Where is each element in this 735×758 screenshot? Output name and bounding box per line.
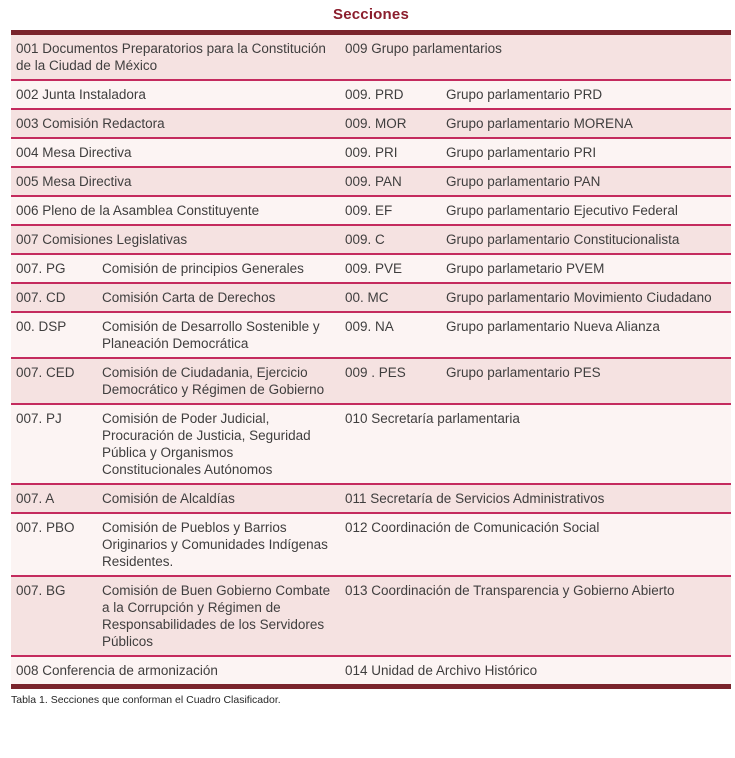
left-cell	[11, 405, 343, 483]
table-row	[11, 166, 731, 195]
right-code-cell: 009. MOR	[345, 116, 407, 131]
left-desc-cell: Comisión de Poder Judicial, Procuración de Justicia, Seguridad Pública y Organismos Constitucionales Autónomos	[102, 411, 311, 477]
left-desc-cell: 001 Documentos Preparatorios para la Constitución de la Ciudad de México	[16, 41, 326, 73]
table-row	[11, 357, 731, 403]
right-cell	[343, 168, 731, 195]
left-cell	[11, 168, 343, 195]
left-cell	[11, 35, 343, 79]
left-code-cell: 007. BG	[16, 583, 66, 598]
right-desc-cell: Grupo parlamentario PES	[446, 365, 601, 380]
left-desc-cell: Comisión de principios Generales	[102, 261, 304, 276]
left-desc-cell: 002 Junta Instaladora	[16, 87, 146, 102]
right-cell	[343, 313, 731, 357]
table-row	[11, 253, 731, 282]
left-code-cell: 007. PBO	[16, 520, 75, 535]
right-desc-cell: Grupo parlamentario PRD	[446, 87, 603, 102]
left-code-cell: 007. A	[16, 491, 55, 506]
table-row	[11, 512, 731, 575]
right-cell	[343, 197, 731, 224]
secciones-table	[11, 30, 731, 689]
left-desc-cell: 006 Pleno de la Asamblea Constituyente	[16, 203, 260, 218]
table-row	[11, 483, 731, 512]
left-desc-cell: 005 Mesa Directiva	[16, 174, 132, 189]
table-row	[11, 137, 731, 166]
right-code-cell: 009. PRI	[345, 145, 398, 160]
table-row	[11, 282, 731, 311]
table-row	[11, 79, 731, 108]
right-cell	[343, 657, 731, 684]
right-code-cell: 009. PRD	[345, 87, 404, 102]
left-desc-cell: Comisión de Buen Gobierno Combate a la Corrupción y Régimen de Responsabilidades de los Servidores Públicos	[102, 583, 331, 649]
right-cell	[343, 284, 731, 311]
right-cell	[343, 81, 731, 108]
left-cell	[11, 313, 343, 357]
table-row	[11, 224, 731, 253]
right-desc-cell: 009 Grupo parlamentarios	[345, 41, 502, 56]
table-title: Secciones	[332, 6, 409, 23]
table-row	[11, 575, 731, 655]
left-cell	[11, 197, 343, 224]
right-cell	[343, 405, 731, 483]
table-row	[11, 655, 731, 684]
left-desc-cell: Comisión de Ciudadania, Ejercicio Democrático y Régimen de Gobierno	[102, 365, 325, 397]
left-desc-cell: Comisión de Pueblos y Barrios Originarios y Comunidades Indígenas Residentes.	[102, 520, 328, 569]
left-code-cell: 00. DSP	[16, 319, 67, 334]
left-desc-cell: 003 Comisión Redactora	[16, 116, 165, 131]
right-desc-cell: 012 Coordinación de Comunicación Social	[345, 520, 600, 535]
right-cell	[343, 485, 731, 512]
left-cell	[11, 226, 343, 253]
table-row	[11, 403, 731, 483]
left-cell	[11, 139, 343, 166]
right-cell	[343, 35, 731, 79]
right-code-cell: 009. EF	[345, 203, 393, 218]
left-code-cell: 007. PG	[16, 261, 66, 276]
left-code-cell: 007. PJ	[16, 411, 62, 426]
right-desc-cell: Grupo parlamentario Movimiento Ciudadano	[446, 290, 712, 305]
right-code-cell: 009. PVE	[345, 261, 403, 276]
left-cell	[11, 514, 343, 575]
right-code-cell: 009. C	[345, 232, 385, 247]
right-desc-cell: Grupo parlamentario PAN	[446, 174, 601, 189]
right-code-cell: 009 . PES	[345, 365, 406, 380]
left-cell	[11, 359, 343, 403]
left-desc-cell: 008 Conferencia de armonización	[16, 663, 218, 678]
right-cell	[343, 226, 731, 253]
left-code-cell: 007. CED	[16, 365, 75, 380]
table-row	[11, 195, 731, 224]
left-code-cell: 007. CD	[16, 290, 66, 305]
right-cell	[343, 359, 731, 403]
left-cell	[11, 255, 343, 282]
right-cell	[343, 255, 731, 282]
right-desc-cell: 014 Unidad de Archivo Histórico	[345, 663, 538, 678]
table-row	[11, 35, 731, 79]
left-desc-cell: Comisión de Desarrollo Sostenible y Planeación Democrática	[102, 319, 320, 351]
left-desc-cell: 007 Comisiones Legislativas	[16, 232, 188, 247]
right-code-cell: 00. MC	[345, 290, 389, 305]
right-desc-cell: Grupo parlamentario PRI	[446, 145, 597, 160]
left-cell	[11, 577, 343, 655]
right-cell	[343, 514, 731, 575]
table-row	[11, 311, 731, 357]
table-caption: Tabla 1. Secciones que conforman el Cuadro Clasificador.	[11, 694, 281, 706]
table-row	[11, 108, 731, 137]
left-cell	[11, 284, 343, 311]
left-cell	[11, 110, 343, 137]
right-cell	[343, 110, 731, 137]
left-desc-cell: Comisión Carta de Derechos	[102, 290, 276, 305]
right-desc-cell: Grupo parlamentario Constitucionalista	[446, 232, 680, 247]
right-cell	[343, 577, 731, 655]
right-code-cell: 009. PAN	[345, 174, 402, 189]
left-desc-cell: 004 Mesa Directiva	[16, 145, 132, 160]
left-cell	[11, 81, 343, 108]
left-desc-cell: Comisión de Alcaldías	[102, 491, 235, 506]
right-desc-cell: Grupo parlamentario Nueva Alianza	[446, 319, 660, 334]
left-cell	[11, 485, 343, 512]
right-desc-cell: 013 Coordinación de Transparencia y Gobierno Abierto	[345, 583, 675, 598]
right-desc-cell: Grupo parlametario PVEM	[446, 261, 605, 276]
right-desc-cell: Grupo parlamentario Ejecutivo Federal	[446, 203, 678, 218]
right-desc-cell: 010 Secretaría parlamentaria	[345, 411, 520, 426]
right-desc-cell: Grupo parlamentario MORENA	[446, 116, 633, 131]
right-desc-cell: 011 Secretaría de Servicios Administrativos	[345, 491, 605, 506]
right-code-cell: 009. NA	[345, 319, 394, 334]
left-cell	[11, 657, 343, 684]
right-cell	[343, 139, 731, 166]
